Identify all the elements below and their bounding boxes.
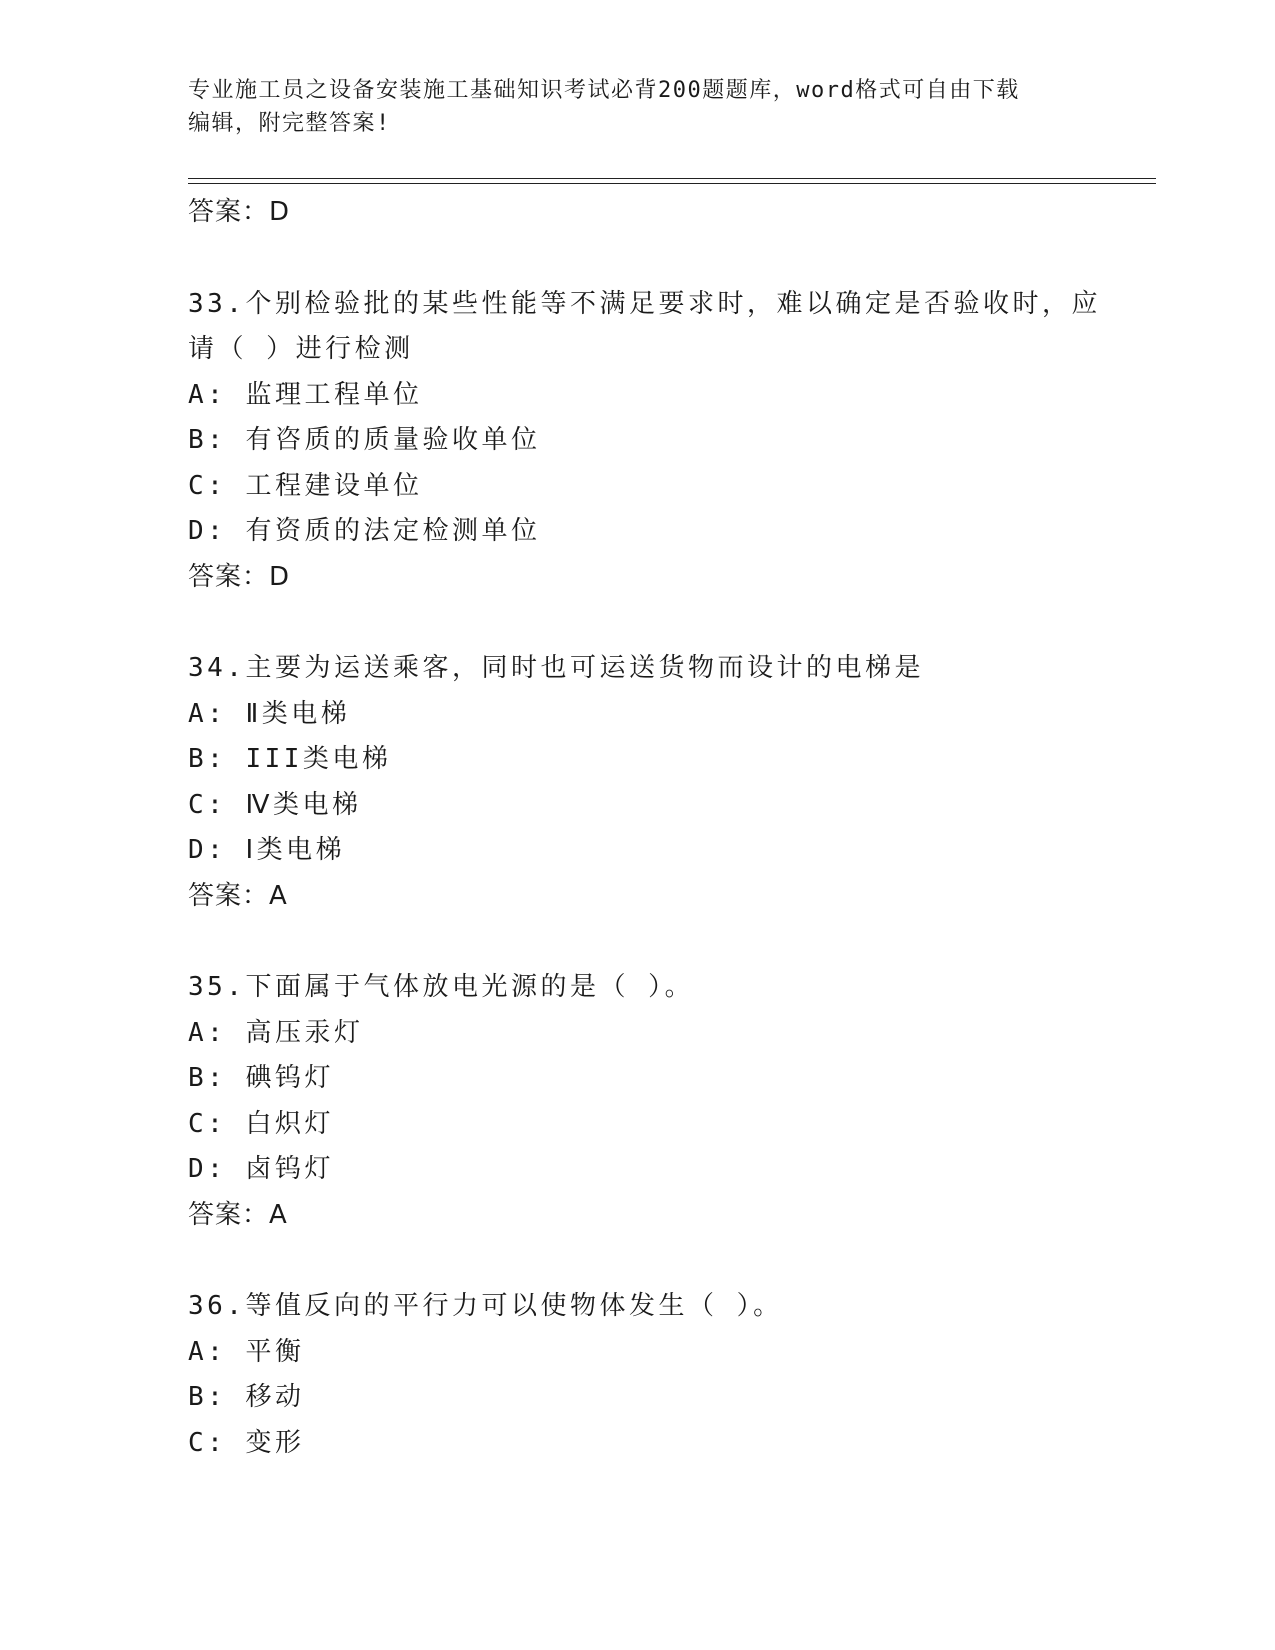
option-c: C: Ⅳ类电梯 [188, 789, 362, 820]
question-36 [188, 1284, 1088, 1466]
option-d: D: 有资质的法定检测单位 [188, 516, 541, 546]
option-b: B: 移动 [188, 1382, 305, 1412]
option-a: A: Ⅱ类电梯 [188, 698, 351, 729]
question-stem: 36.等值反向的平行力可以使物体发生（ ）。 [188, 1291, 783, 1321]
header-line-1: 专业施工员之设备安装施工基础知识考试必背200题题库，word格式可自由下载 [188, 78, 1020, 103]
answer-line: 答案：D [188, 561, 291, 592]
question-stem-continued: 请（ ）进行检测 [188, 334, 414, 364]
option-d: D: Ⅰ类电梯 [188, 835, 346, 865]
question-stem: 33.个别检验批的某些性能等不满足要求时，难以确定是否验收时，应 [188, 288, 1101, 319]
option-d: D: 卤钨灯 [188, 1154, 334, 1184]
option-c: C: 白炽灯 [188, 1108, 334, 1139]
answer-line: 答案：D [188, 197, 291, 227]
document-header [188, 74, 1088, 140]
header-divider-bottom [188, 183, 1156, 184]
answer-line: 答案：A [188, 1199, 288, 1230]
option-b: B: 有咨质的质量验收单位 [188, 425, 541, 455]
option-c: C: 工程建设单位 [188, 470, 423, 501]
header-divider-top [188, 178, 1156, 179]
option-a: A: 平衡 [188, 1336, 305, 1367]
option-b: B: 碘钨灯 [188, 1063, 334, 1093]
question-list [188, 190, 1101, 1466]
header-line-2: 编辑，附完整答案! [188, 111, 391, 136]
question-35 [188, 965, 1088, 1238]
option-b: B: III类电梯 [188, 744, 392, 774]
option-a: A: 高压汞灯 [188, 1017, 364, 1048]
question-34 [188, 646, 1088, 919]
option-c: C: 变形 [188, 1427, 305, 1458]
answer-line: 答案：A [188, 880, 288, 911]
question-stem: 34.主要为运送乘客，同时也可运送货物而设计的电梯是 [188, 653, 924, 683]
question-33 [188, 282, 1101, 601]
question-stem: 35.下面属于气体放电光源的是（ ）。 [188, 972, 695, 1002]
option-a: A: 监理工程单位 [188, 379, 423, 410]
